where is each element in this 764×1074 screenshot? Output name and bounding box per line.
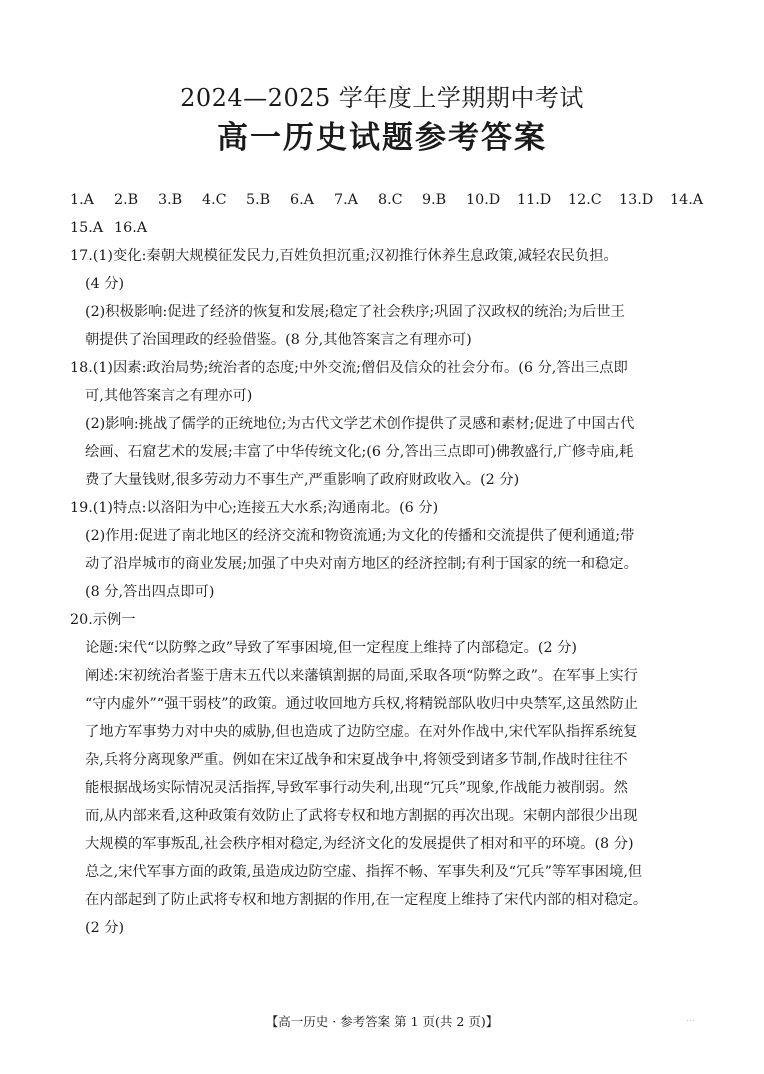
q20-conclusion-score: (2 分) — [85, 920, 125, 936]
q19-part2-score: (8 分,答出四点即可) — [85, 584, 215, 600]
q18-part1-cont: 可,其他答案言之有理亦可) — [85, 388, 253, 404]
answer-key-title: 高一历史试题参考答案 — [217, 120, 547, 156]
mcq-answer: 11.D — [517, 192, 552, 208]
exam-title: 2024—2025 学年度上学期期中考试 — [180, 84, 584, 112]
q20-argument-cont: 能根据战场实际情况灵活指挥,导致军事行动失利,出现“冗兵”现象,作战能力被削弱。然 — [85, 780, 628, 796]
q20-conclusion-cont: 在内部起到了防止武将专权和地方割据的作用,在一定程度上维持了宋代内部的相对稳定。 — [85, 892, 648, 908]
q19-part2: (2)作用:促进了南北地区的经济交流和物资流通;为文化的传播和交流提供了便利通道;带 — [85, 528, 635, 544]
q20-argument-cont: 杂,兵将分离现象严重。例如在宋辽战争和宋夏战争中,将领受到诸多节制,作战时往往不 — [85, 752, 628, 768]
q20-argument-cont: 大规模的军事叛乱,社会秩序相对稳定,为经济文化的发展提供了相对和平的环境。(8 分) — [85, 836, 634, 852]
mcq-answers-row-2 — [70, 214, 706, 242]
mcq-answer: 16.A — [114, 220, 148, 236]
mcq-answer: 7.A — [334, 192, 358, 208]
q17-part2: (2)积极影响:促进了经济的恢复和发展;稳定了社会秩序;巩固了汉政权的统治;为后世王 — [85, 304, 625, 320]
corner-mark: ... — [686, 1014, 695, 1024]
q17-part2-cont: 朝提供了治国理政的经验借鉴。(8 分,其他答案言之有理亦可) — [85, 332, 472, 348]
q20-argument-cont: 了地方军事势力对中央的威胁,但也造成了边防空虚。在对外作战中,宋代军队指挥系统复 — [85, 724, 638, 740]
mcq-answer: 8.C — [378, 192, 403, 208]
q18-part1: 18.(1)因素:政治局势;统治者的态度;中外交流;僧侣及信众的社会分布。(6 分,答出三点即 — [70, 360, 628, 376]
q18-part2-cont: 费了大量钱财,很多劳动力不事生产,严重影响了政府财政收入。(2 分) — [85, 472, 520, 488]
mcq-answer: 13.D — [619, 192, 654, 208]
q20-heading: 20.示例一 — [70, 612, 136, 628]
q18-part2: (2)影响:挑战了儒学的正统地位;为古代文学艺术创作提供了灵感和素材;促进了中国古代 — [85, 416, 635, 432]
q20-conclusion: 总之,宋代军事方面的政策,虽造成边防空虚、指挥不畅、军事失利及“冗兵”等军事困境,但 — [85, 864, 643, 880]
mcq-answer: 15.A — [70, 220, 104, 236]
mcq-answer: 1.A — [70, 192, 94, 208]
mcq-answer: 3.B — [158, 192, 183, 208]
mcq-answers-row-1 — [70, 186, 706, 214]
q17-part1-score: (4 分) — [85, 276, 125, 292]
mcq-answer: 14.A — [670, 192, 704, 208]
q20-argument-cont: “守内虚外”“强干弱枝”的政策。通过收回地方兵权,将精锐部队收归中央禁军,这虽然防止 — [85, 696, 639, 712]
mcq-answer: 6.A — [290, 192, 314, 208]
mcq-answer: 9.B — [422, 192, 447, 208]
q20-argument-cont: 而,从内部来看,这种政策有效防止了武将专权和地方割据的再次出现。宋朝内部很少出现 — [85, 808, 638, 824]
q18-part2-cont: 绘画、石窟艺术的发展;丰富了中华传统文化;(6 分,答出三点即可)佛教盛行,广修寺庙,耗 — [85, 444, 634, 460]
q20-argument: 阐述:宋初统治者鉴于唐末五代以来藩镇割据的局面,采取各项“防弊之政”。在军事上实行 — [85, 668, 638, 684]
answer-content — [70, 186, 706, 942]
q19-part2-cont: 动了沿岸城市的商业发展;加强了中央对南方地区的经济控制;有利于国家的统一和稳定。 — [85, 556, 638, 572]
mcq-answer: 4.C — [202, 192, 227, 208]
mcq-answer: 5.B — [246, 192, 271, 208]
q19-part1: 19.(1)特点:以洛阳为中心;连接五大水系;沟通南北。(6 分) — [70, 500, 439, 516]
mcq-answer: 12.C — [568, 192, 602, 208]
q17-part1: 17.(1)变化:秦朝大规模征发民力,百姓负担沉重;汉初推行休养生息政策,减轻农民负担。 — [70, 248, 618, 264]
mcq-answer: 10.D — [466, 192, 501, 208]
page-footer: 【高一历史 · 参考答案 第 1 页(共 2 页)】 — [265, 1014, 499, 1029]
mcq-answer: 2.B — [114, 192, 139, 208]
q20-thesis: 论题:宋代“以防弊之政”导致了军事困境,但一定程度上维持了内部稳定。(2 分) — [85, 640, 577, 656]
